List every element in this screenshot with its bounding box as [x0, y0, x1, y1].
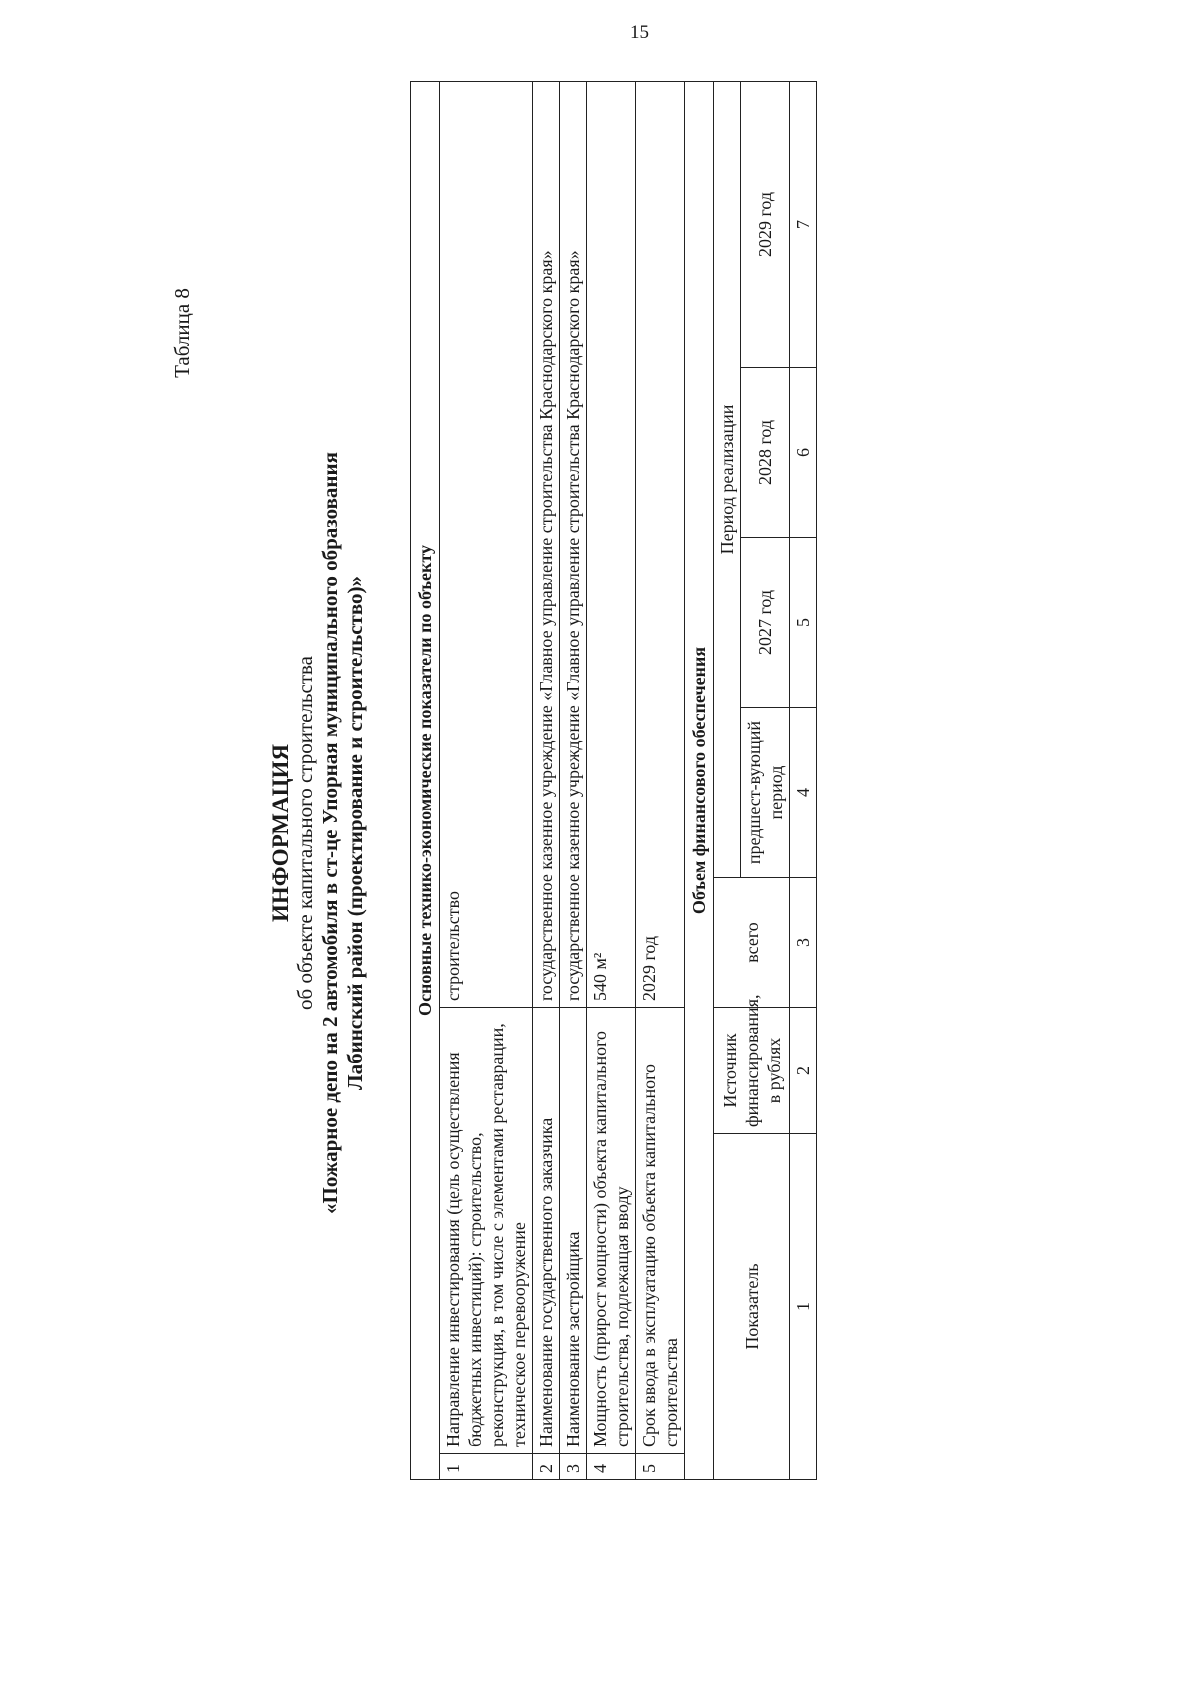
- object-info-table: [410, 81, 817, 1480]
- row-label: Направление инвестирования (цель осуществления бюджетных инвестиций): строительство, реконструкция, в том числе с элементами реставрации, техническое перевооружение: [440, 1008, 533, 1454]
- table-row: [533, 81, 560, 1479]
- header-indicator: Показатель: [714, 1134, 790, 1480]
- row-value: государственное казенное учреждение «Главное управление строительства Краснодарского края»: [533, 81, 560, 1007]
- section-financing-heading: Объем финансового обеспечения: [685, 81, 714, 1479]
- column-number: 6: [790, 368, 817, 538]
- column-number: 4: [790, 708, 817, 878]
- column-number: 1: [790, 1134, 817, 1480]
- row-value: государственное казенное учреждение «Главное управление строительства Краснодарского края»: [560, 81, 587, 1007]
- header-total: всего: [714, 878, 790, 1008]
- row-label: Мощность (прирост мощности) объекта капитального строительства, подлежащая вводу: [587, 1008, 636, 1454]
- row-label: Срок ввода в эксплуатацию объекта капитального строительства: [636, 1008, 685, 1454]
- row-label: Наименование государственного заказчика: [533, 1008, 560, 1454]
- rotated-page-content: [150, 83, 1100, 1583]
- heading-title: ИНФОРМАЦИЯ: [268, 743, 293, 923]
- header-source: Источник финансирования, в рублях: [714, 1008, 790, 1134]
- document-heading: [268, 83, 368, 1583]
- header-2029: 2029 год: [741, 81, 790, 367]
- header-2027: 2027 год: [741, 538, 790, 708]
- row-number: 1: [440, 1454, 533, 1480]
- column-number: 3: [790, 878, 817, 1008]
- column-number: 5: [790, 538, 817, 708]
- row-label: Наименование застройщика: [560, 1008, 587, 1454]
- row-number: 5: [636, 1454, 685, 1480]
- header-previous-period: предшест-вующий период: [741, 708, 790, 878]
- page-number: 15: [630, 22, 649, 43]
- table-row: [560, 81, 587, 1479]
- row-number: 3: [560, 1454, 587, 1480]
- table-label: Таблица 8: [170, 288, 194, 378]
- row-number: 4: [587, 1454, 636, 1480]
- header-period: Период реализации: [714, 81, 741, 877]
- table-row: [440, 81, 533, 1479]
- row-value: строительство: [440, 81, 533, 1007]
- table-row: [587, 81, 636, 1479]
- section-technical-heading: Основные технико-экономические показатели по объекту: [411, 81, 440, 1479]
- table-row: [636, 81, 685, 1479]
- heading-line-2: «Пожарное депо на 2 автомобиля в ст-це Упорная муниципального образования: [318, 452, 342, 1214]
- header-2028: 2028 год: [741, 368, 790, 538]
- row-value: 540 м²: [587, 81, 636, 1007]
- column-number: 7: [790, 81, 817, 367]
- column-number: 2: [790, 1008, 817, 1134]
- row-value: 2029 год: [636, 81, 685, 1007]
- heading-line-1: об объекте капитального строительства: [293, 656, 317, 1010]
- heading-line-3: Лабинский район (проектирование и строительство)»: [343, 575, 367, 1091]
- row-number: 2: [533, 1454, 560, 1480]
